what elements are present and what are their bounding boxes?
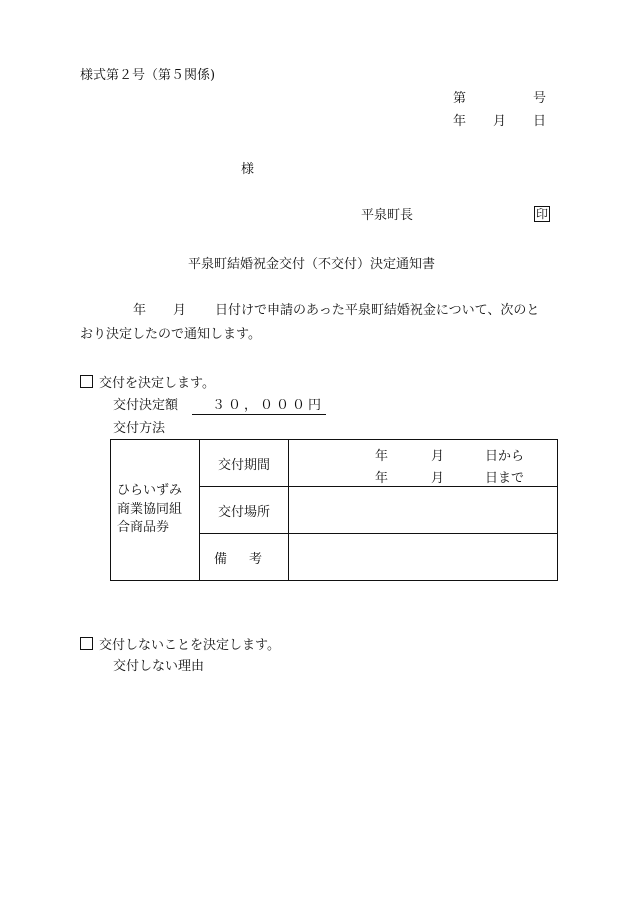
recipient-honorific: 様 bbox=[241, 162, 255, 177]
grant-checkbox[interactable] bbox=[80, 375, 93, 388]
grant-option[interactable] bbox=[80, 375, 215, 390]
document-title: 平泉町結婚祝金交付（不交付）決定通知書 bbox=[188, 257, 436, 272]
no-grant-checkbox[interactable] bbox=[80, 637, 93, 650]
remarks-value-cell[interactable] bbox=[289, 534, 558, 581]
remarks-label: 備考 bbox=[213, 551, 284, 567]
amount-value: ３０，０００円 bbox=[192, 399, 326, 412]
no-grant-checkbox-label: 交付しないことを決定します。 bbox=[99, 638, 280, 653]
method-line: 合商品券 bbox=[117, 520, 170, 536]
body-month: 月 bbox=[173, 303, 187, 318]
method-line: ひらいずみ bbox=[117, 482, 183, 498]
place-label: 交付場所 bbox=[200, 487, 289, 534]
doc-number-suffix: 号 bbox=[533, 91, 547, 106]
date-day: 日 bbox=[533, 114, 547, 129]
body-year: 年 bbox=[133, 303, 147, 318]
grant-checkbox-label: 交付を決定します。 bbox=[99, 376, 215, 391]
method-cell bbox=[111, 440, 200, 581]
method-label: 交付方法 bbox=[113, 421, 166, 436]
period-value-cell[interactable] bbox=[289, 440, 558, 487]
remarks-label-cell bbox=[200, 534, 289, 581]
delivery-table bbox=[110, 439, 558, 581]
period-to: 年 月 日まで bbox=[375, 471, 525, 486]
period-from: 年 月 日から bbox=[375, 449, 525, 464]
issuer-name: 平泉町長 bbox=[361, 208, 414, 223]
no-grant-reason-label: 交付しない理由 bbox=[113, 659, 205, 674]
period-label: 交付期間 bbox=[200, 440, 289, 487]
body-line1: 日付けで申請のあった平泉町結婚祝金について、次のと bbox=[215, 303, 540, 318]
seal-mark: 印 bbox=[536, 207, 549, 221]
form-number: 様式第２号（第５関係) bbox=[80, 68, 216, 83]
date-year: 年 bbox=[453, 114, 467, 129]
amount-label: 交付決定額 bbox=[113, 398, 179, 413]
no-grant-option[interactable] bbox=[80, 637, 280, 652]
body-line2: おり決定したので通知します。 bbox=[80, 327, 261, 342]
date-month: 月 bbox=[493, 114, 507, 129]
doc-number-prefix: 第 bbox=[453, 91, 467, 106]
place-value-cell[interactable] bbox=[289, 487, 558, 534]
method-line: 商業協同組 bbox=[117, 501, 183, 517]
